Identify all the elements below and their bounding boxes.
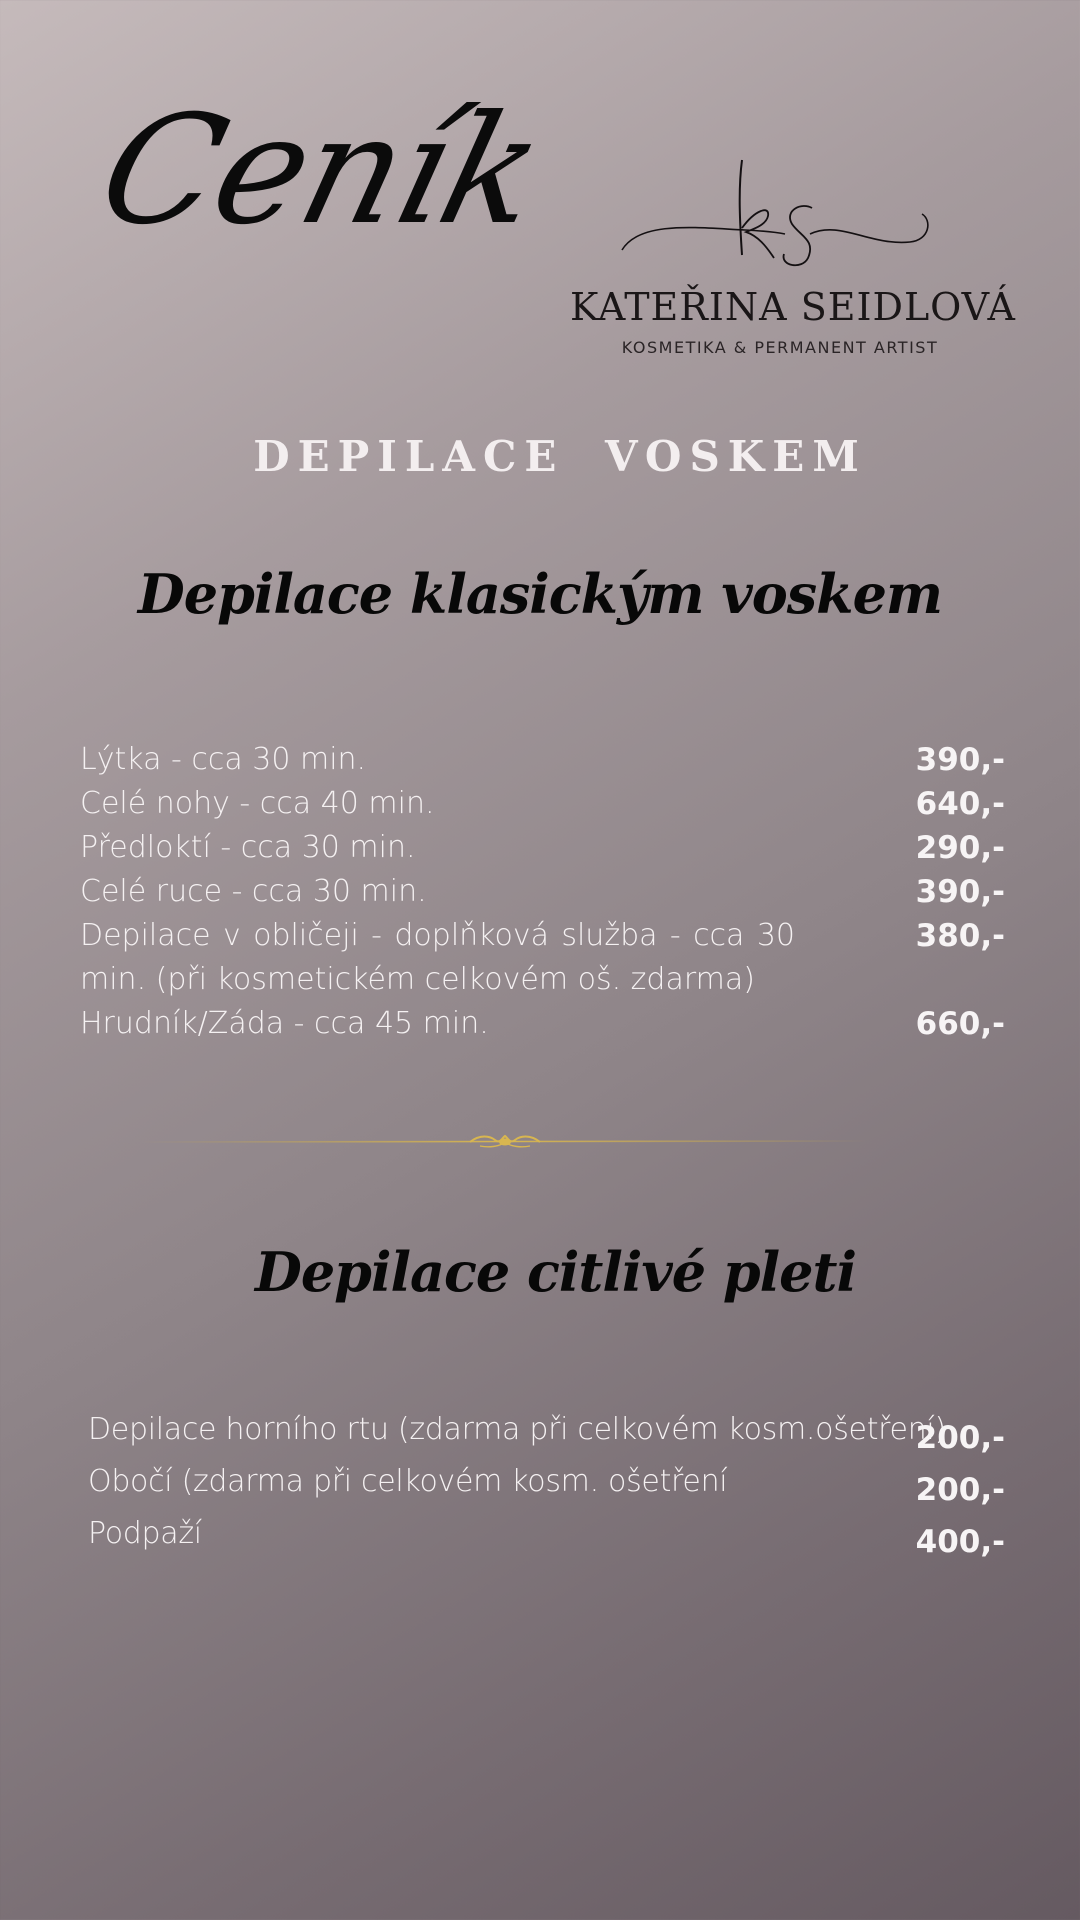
- service-label: Depilace v obličeji - doplňková služba - cca 30 min. (při kosmetickém celkovém oš. zdarma): [80, 918, 795, 997]
- price-row: [80, 782, 1005, 826]
- cenik-script-title: [84, 84, 557, 280]
- service-label: Obočí (zdarma při celkovém kosm. ošetření: [88, 1464, 728, 1499]
- service-price: 290,-: [915, 830, 1005, 866]
- price-row: [80, 1002, 1005, 1046]
- price-row: [80, 738, 1005, 782]
- service-label: Podpaží: [88, 1516, 202, 1551]
- price-row: [88, 1408, 1005, 1460]
- heading-sensitive-skin: Depilace citlivé pleti: [255, 1240, 856, 1304]
- price-list-classic-wax: [80, 738, 1005, 1046]
- heading-classic-wax: Depilace klasickým voskem: [137, 562, 943, 626]
- price-list-sensitive-skin: [88, 1408, 1005, 1564]
- price-row: [88, 1460, 1005, 1512]
- brand-name: KATEŘINA SEIDLOVÁ: [570, 285, 1016, 329]
- service-price: 200,-: [915, 1472, 1005, 1508]
- price-row: [80, 826, 1005, 870]
- brand-logo: [570, 150, 1016, 360]
- price-row: [88, 1512, 1005, 1564]
- section-title: DEPILACE VOSKEM: [253, 432, 867, 481]
- service-label: Celé nohy - cca 40 min.: [80, 786, 435, 821]
- service-label: Hrudník/Záda - cca 45 min.: [80, 1006, 489, 1041]
- service-price: 390,-: [915, 874, 1005, 910]
- service-price: 390,-: [915, 742, 1005, 778]
- service-label: Depilace horního rtu (zdarma při celkovém kosm.ošetření): [88, 1412, 946, 1447]
- service-price: 660,-: [915, 1006, 1005, 1042]
- ks-monogram-icon: [570, 150, 990, 280]
- price-row: [80, 914, 1005, 1002]
- service-label: Předloktí - cca 30 min.: [80, 830, 416, 865]
- service-price: 640,-: [915, 786, 1005, 822]
- cenik-title-text: Ceník: [84, 84, 557, 258]
- service-label: Lýtka - cca 30 min.: [80, 742, 367, 777]
- service-price: 200,-: [915, 1420, 1005, 1456]
- price-row: [80, 870, 1005, 914]
- brand-tagline: KOSMETIKA & PERMANENT ARTIST: [621, 338, 939, 357]
- service-price: 380,-: [915, 918, 1005, 954]
- service-label: Celé ruce - cca 30 min.: [80, 874, 427, 909]
- service-price: 400,-: [915, 1524, 1005, 1560]
- ornament-divider-icon: [140, 1126, 870, 1158]
